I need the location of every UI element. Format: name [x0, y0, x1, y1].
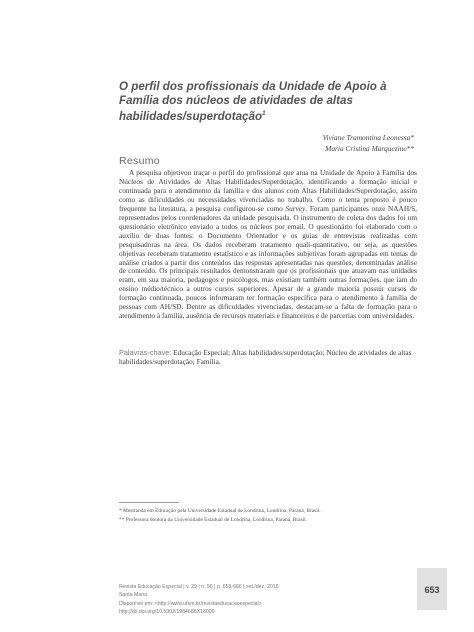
footnote-divider: [119, 502, 179, 503]
page-number-tab: [417, 568, 447, 610]
page-number: 653: [424, 585, 440, 595]
journal-citation: Revista Educação Especial | v. 29 | n. 56 | p. 653-666 | set./dez. 2016: [119, 584, 279, 590]
journal-url[interactable]: Disponível em: <http://www.ufsm.br/revistaeducacaoespecial>: [119, 600, 262, 607]
abstract-body: [119, 169, 417, 321]
journal-info: [119, 583, 369, 617]
journal-doi[interactable]: http://dx.doi.org/10.5902/1984686X18000: [119, 609, 215, 616]
footnote-2: ** Professora doutora da Universidade Estadual de Londrina, Londrina, Paraná, Brasil.: [119, 517, 308, 524]
journal-city: Santa Maria: [119, 592, 147, 599]
abstract-italic-term: Survey: [285, 203, 306, 213]
abstract-heading: Resumo: [119, 155, 160, 167]
footnotes: [119, 507, 419, 526]
author-1: Viviane Tramontina Leonessa*: [322, 133, 414, 142]
abstract-text-part2: . Foram participantes onze NAAH/S, representados pelos coordenadores da unidade pesquisada. O instrumento de coleta dos dados foi um questionário eletrônico enviado a todos os núcleos por email. O questionário foi elaborado com o auxílio de duas fontes: o Documento Orientador e os guias de entrevistas realizadas com pesquisadoras na área. Os dados receberam tratamento quali-quantitativo, ou seja, as questões objetivas receberam tratamento estatístico e as informações subjetivas foram agrupadas em temas de análise criados a partir dos conteúdos das respostas apresentadas nas questões, denominadas análise de conteúdo. Os principais resultados demonstraram que os profissionais que atuavam nas unidades eram, em sua maioria, pedagogos e psicólogos, mas existiam também outras formações, que iam do ensino médio/técnico a outros cursos superiores. Apesar de a grande maioria possuir cursos de formação continuada, poucos informaram ter formação específica para o atendimento à família de pessoas com AH/SD. Dentre as dificuldades vivenciadas, destacam-se a falta de formação para o atendimento à família, ausência de recursos materiais e financeiros e de parcerias com universidades.: [119, 203, 417, 321]
abstract-text-part1: A pesquisa objetivou traçar o perfil do profissional que atua na Unidade de Apoio à Família dos Núcleos de Atividades de Altas Habilidades/Superdotação, identificando a formação inicial e continuada para o atendimento da família e dos alunos com Altas Habilidades/Superdotação, assim como as dificuldades ou necessidades vivenciadas no trabalho. Como o tema proposto é pouco frequente na literatura, a pesquisa configurou-se como: [119, 168, 417, 213]
title-footnote-marker: 1: [262, 110, 266, 118]
article-title-text: O perfil dos profissionais da Unidade de Apoio à Família dos núcleos de atividades de altas habilidades/superdotação: [119, 80, 387, 124]
article-title: [119, 80, 409, 124]
keywords-label: Palavras-chave:: [119, 348, 172, 357]
keywords-text: Educação Especial; Altas habilidades/superdotação; Núcleo de atividades de altas habilidades/superdotação; Família.: [119, 348, 412, 366]
footnote-1: * Mestranda em Educação pela Universidade Estadual de Londrina, Londrina, Paraná, Brasil.: [119, 508, 321, 514]
author-list: [323, 132, 414, 154]
keywords: [119, 348, 417, 366]
author-2: Maria Cristina Marquezine**: [325, 144, 414, 153]
